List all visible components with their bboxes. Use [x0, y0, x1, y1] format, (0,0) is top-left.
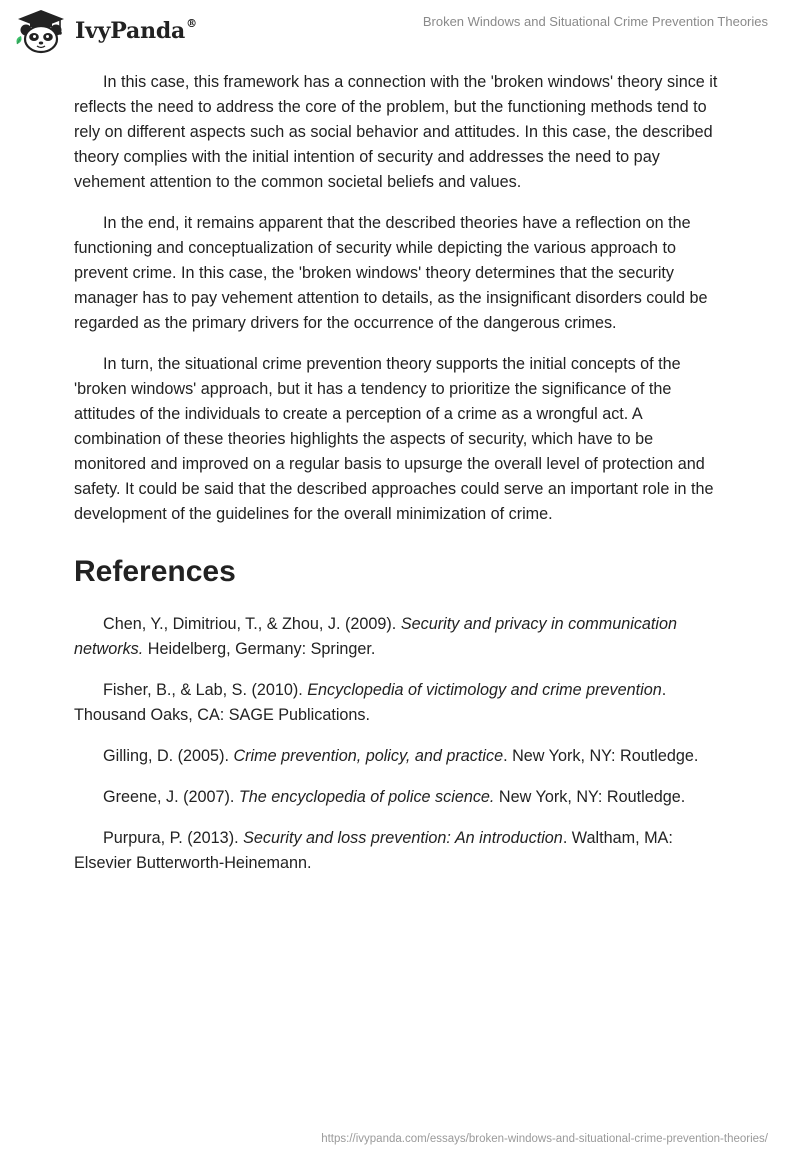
body-paragraph: In turn, the situational crime prevention theory supports the initial concepts of the 'broken windows' approach, but it has a tendency to prioritize the significance of the attitudes of the individuals to create a perception of a crime as a wrongful act. A combination of these theories highlights the aspects of security, which have to be monitored and improved on a regular basis to upsurge the overall level of protection and safety. It could be said that the described approaches could serve an important role in the development of the guidelines for the overall minimization of crime.	[74, 355, 714, 523]
source-url-link[interactable]: https://ivypanda.com/essays/broken-windows-and-situational-crime-prevention-theories/	[321, 1133, 768, 1145]
reference-item: Gilling, D. (2005). Crime prevention, policy, and practice. New York, NY: Routledge.	[103, 747, 699, 765]
ivypanda-logo[interactable]	[14, 8, 197, 54]
reference-item: Purpura, P. (2013). Security and loss prevention: An introduction. Waltham, MA: Elsevier Butterworth-Heinemann.	[74, 829, 673, 872]
brand-name: IvyPanda®	[75, 16, 197, 44]
reference-item: Chen, Y., Dimitriou, T., & Zhou, J. (2009). Security and privacy in communication networks. Heidelberg, Germany: Springer.	[74, 615, 678, 658]
reference-item: Greene, J. (2007). The encyclopedia of police science. New York, NY: Routledge.	[103, 788, 686, 806]
body-paragraph: In this case, this framework has a connection with the 'broken windows' theory since it reflects the need to address the core of the problem, but the functioning methods tend to rely on different aspects such as social behavior and attitudes. In this case, the described theory complies with the initial intention of security and addresses the need to pay vehement attention to the common societal beliefs and values.	[74, 73, 718, 191]
page-header	[0, 0, 800, 60]
panda-graduate-icon	[14, 8, 68, 54]
essay-content	[74, 70, 726, 892]
body-paragraph: In the end, it remains apparent that the described theories have a reflection on the functioning and conceptualization of security while depicting the various approach to prevent crime. In this case, the 'broken windows' theory determines that the security manager has to pay vehement attention to details, as the insignificant disorders could be regarded as the primary drivers for the occurrence of the dangerous crimes.	[74, 214, 708, 332]
document-title: Broken Windows and Situational Crime Prevention Theories	[422, 14, 768, 29]
reference-item: Fisher, B., & Lab, S. (2010). Encyclopedia of victimology and crime prevention. Thousand Oaks, CA: SAGE Publications.	[74, 681, 667, 724]
references-heading: References	[74, 555, 236, 588]
